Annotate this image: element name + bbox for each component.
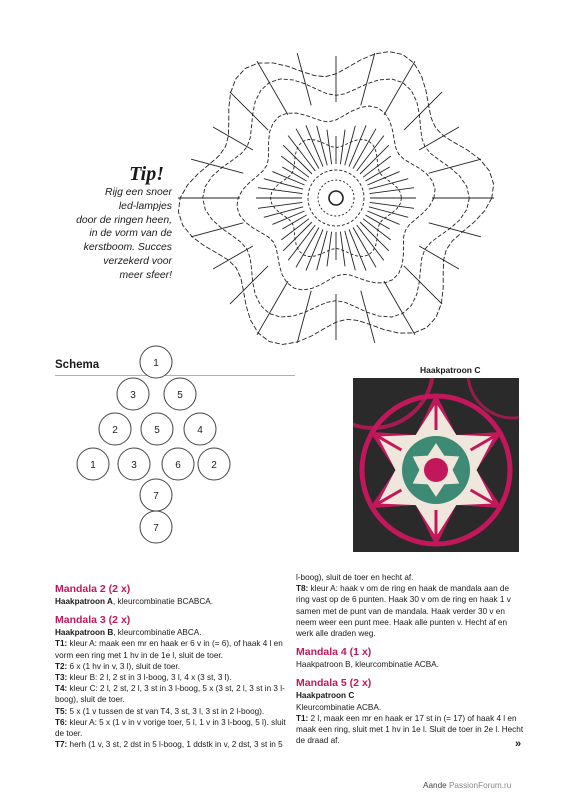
crochet-diagram xyxy=(168,18,504,368)
diagram-stroke xyxy=(203,79,470,317)
diagram-stroke xyxy=(365,167,389,181)
instructions-left xyxy=(55,583,287,750)
schema-circle-number: 6 xyxy=(175,460,181,471)
diagram-stroke xyxy=(340,232,345,267)
instruction-paragraph xyxy=(296,713,524,747)
paragraph-text: herh (1 v, 3 st, 2 dst in 5 l-boog, 1 ddstk in v, 2 dst, 3 st in 5 xyxy=(67,740,283,750)
instruction-paragraph xyxy=(55,661,287,672)
diagram-stroke xyxy=(404,92,442,130)
paragraph-text: 2 l, maak een mr en haak er 17 st in (= 17) of haak 4 l en maak een ring, sluit met 1 hv in 1e l. Sluit de toer in 2e l. Hecht de draad af. xyxy=(296,713,524,746)
section-heading: Mandala 4 (1 x) xyxy=(296,646,372,659)
instruction-paragraph xyxy=(296,659,524,670)
diagram-stroke xyxy=(213,127,253,150)
schema-circle xyxy=(118,448,150,480)
mandala-shape xyxy=(424,458,448,482)
diagram-stroke xyxy=(340,130,345,165)
instruction-paragraph xyxy=(55,706,287,717)
diagram-stroke xyxy=(257,61,288,115)
paragraph-label: T8: xyxy=(296,584,309,594)
diagram-stroke xyxy=(272,211,304,224)
paragraph-label: Haakpatroon C xyxy=(296,691,355,701)
diagram-stroke xyxy=(361,53,375,105)
paragraph-label: Haakpatroon A xyxy=(55,597,113,606)
schema-circle-number: 2 xyxy=(112,425,118,436)
footer-text: Aande xyxy=(423,781,447,790)
schema-circle xyxy=(140,511,172,543)
diagram-stroke xyxy=(264,179,303,190)
diagram-stroke xyxy=(258,202,302,208)
paragraph-label: T1: xyxy=(55,639,68,649)
paragraph-text: kleur A: 5 x (1 v in v vorige toer, 5 l, 1 v in 3 l-boog, 5 l). sluit de toer. xyxy=(55,717,286,739)
spacer xyxy=(55,607,287,614)
schema-circle xyxy=(141,413,173,445)
schema-circle-number: 7 xyxy=(153,523,159,534)
schema-circles xyxy=(70,340,250,545)
diagram-stroke xyxy=(357,225,384,260)
diagram-stroke xyxy=(317,231,328,270)
paragraph-label: T1: xyxy=(296,713,309,723)
paragraph-text: kleur C: 2 l, 2 st, 2 l, 3 st in 3 l-boog, 5 x (3 st, 2 l, 3 st in 3 l-boog), sluit de toer. xyxy=(55,684,285,705)
tip-line: kerstboom. Succes xyxy=(83,242,172,254)
diagram-stroke xyxy=(370,202,414,208)
instruction-paragraph xyxy=(55,717,287,739)
diagram-stroke xyxy=(419,127,459,150)
schema-circle xyxy=(164,378,196,410)
diagram-stroke xyxy=(288,136,315,171)
section-heading: Mandala 5 (2 x) xyxy=(296,677,372,690)
instruction-paragraph xyxy=(55,627,287,638)
paragraph-label: T4: xyxy=(55,684,68,694)
diagram-stroke xyxy=(272,172,304,185)
diagram-stroke xyxy=(191,223,243,237)
diagram-stroke xyxy=(429,223,481,237)
schema-circle-number: 2 xyxy=(211,460,217,471)
diagram-stroke xyxy=(357,136,384,171)
instruction-paragraph xyxy=(296,572,524,583)
schema-circle xyxy=(99,413,131,445)
paragraph-label: T3: xyxy=(55,673,68,683)
section-heading: Mandala 3 (2 x) xyxy=(55,614,131,627)
diagram-stroke xyxy=(367,172,399,185)
schema-circle xyxy=(117,378,149,410)
page-footer xyxy=(423,781,511,790)
watermark: PassionForum.ru xyxy=(448,781,512,790)
diagram-stroke xyxy=(297,291,311,343)
paragraph-text: Kleurcombinatie ACBA. xyxy=(296,702,382,712)
paragraph-text: l-boog), sluit de toer en hecht af. xyxy=(296,573,414,582)
diagram-stroke xyxy=(213,246,253,269)
diagram-stroke xyxy=(288,225,315,260)
diagram-stroke xyxy=(329,191,343,205)
paragraph-label: Haakpatroon B xyxy=(55,628,114,638)
tip-box xyxy=(54,163,172,283)
diagram-stroke xyxy=(345,126,356,165)
mandala-photo xyxy=(353,378,519,552)
spacer xyxy=(296,639,524,646)
schema-circle xyxy=(140,346,172,378)
diagram-stroke xyxy=(317,126,328,165)
schema-circle-number: 3 xyxy=(131,460,137,471)
tip-line: led-lampjes xyxy=(118,200,172,212)
paragraph-label: T7: xyxy=(55,740,68,750)
diagram-stroke xyxy=(345,231,356,270)
paragraph-text: 5 x (1 v tussen de st van T4, 3 st, 3 l, 3 st in 2 l-boog). xyxy=(67,706,265,716)
schema-circle-number: 1 xyxy=(90,460,96,471)
diagram-stroke xyxy=(370,188,414,194)
schema-circle xyxy=(140,479,172,511)
tip-title: Tip! xyxy=(129,163,164,185)
schema-circle-number: 5 xyxy=(154,425,160,436)
paragraph-label: T6: xyxy=(55,717,68,727)
instruction-paragraph xyxy=(55,683,287,705)
schema-heading: Schema xyxy=(55,359,100,371)
photo-caption: Haakpatroon C xyxy=(420,365,481,375)
diagram-stroke xyxy=(308,170,364,226)
diagram-stroke xyxy=(361,291,375,343)
diagram-stroke xyxy=(327,232,332,267)
schema-circle-number: 1 xyxy=(153,358,159,369)
paragraph-text: , kleurcombinatie BCABCA. xyxy=(112,597,214,606)
diagram-stroke xyxy=(384,281,415,335)
continue-arrow: » xyxy=(515,738,522,750)
tip-line: Rijg een snoer xyxy=(104,187,172,198)
diagram-stroke xyxy=(318,180,354,216)
instructions-right xyxy=(296,572,524,746)
schema-circle-number: 5 xyxy=(177,390,183,401)
schema-circle xyxy=(184,413,216,445)
tip-line: door de ringen heen, xyxy=(76,214,172,226)
diagram-stroke xyxy=(230,92,268,130)
paragraph-label: T5: xyxy=(55,706,68,716)
diagram-stroke xyxy=(264,207,303,218)
diagram-stroke xyxy=(404,266,442,304)
spacer xyxy=(296,670,524,677)
schema-circle-number: 7 xyxy=(153,491,159,502)
schema-circle-number: 4 xyxy=(197,425,203,436)
paragraph-text: kleur A: maak een mr en haak er 6 v in (= 6), of haak 4 l en vorm een ring met 1 hv in de 1e l, sluit de toer. xyxy=(55,639,283,660)
diagram-stroke xyxy=(384,61,415,115)
paragraph-text: kleur A: haak v om de ring en haak de mandala aan de ring vast op de 6 punten. Haak 30 v om de ring en haak 1 v samen met de punt van de mandala. Haak verder 30 v en neem weer een punt mee. Haak alle punten v. Hecht af en werk alle draden weg. xyxy=(296,584,511,639)
instruction-paragraph xyxy=(296,583,524,639)
diagram-stroke xyxy=(230,266,268,304)
schema-circle xyxy=(162,448,194,480)
section-heading: Mandala 2 (2 x) xyxy=(55,583,131,595)
schema-circle-number: 3 xyxy=(130,390,136,401)
schema-circle xyxy=(198,448,230,480)
paragraph-text: 6 x (1 hv in v, 3 l), sluit de toer. xyxy=(67,661,180,671)
diagram-stroke xyxy=(191,159,243,173)
instruction-paragraph xyxy=(55,672,287,683)
instruction-paragraph xyxy=(55,739,287,750)
diagram-stroke xyxy=(297,53,311,105)
paragraph-text: kleur B: 2 l, 2 st in 3 l-boog, 3 l, 4 x (3 st, 3 l). xyxy=(67,673,232,683)
diagram-stroke xyxy=(429,159,481,173)
schema-circle xyxy=(77,448,109,480)
instruction-paragraph xyxy=(55,638,287,660)
diagram-stroke xyxy=(367,211,399,224)
paragraph-label: T2: xyxy=(55,661,68,671)
instruction-paragraph xyxy=(55,596,287,607)
instruction-paragraph xyxy=(296,702,524,713)
tip-line: in de vorm van de xyxy=(89,228,172,240)
diagram-stroke xyxy=(257,281,288,335)
diagram-stroke xyxy=(419,246,459,269)
diagram-stroke xyxy=(258,188,302,194)
tip-line: verzekerd voor xyxy=(103,255,172,267)
paragraph-text: , kleurcombinatie ABCA. xyxy=(113,628,202,638)
paragraph-text: Haakpatroon B, kleurcombinatie ACBA. xyxy=(296,660,439,670)
instruction-paragraph xyxy=(296,690,524,701)
diagram-stroke xyxy=(327,130,332,165)
tip-line: meer sfeer! xyxy=(119,269,172,281)
